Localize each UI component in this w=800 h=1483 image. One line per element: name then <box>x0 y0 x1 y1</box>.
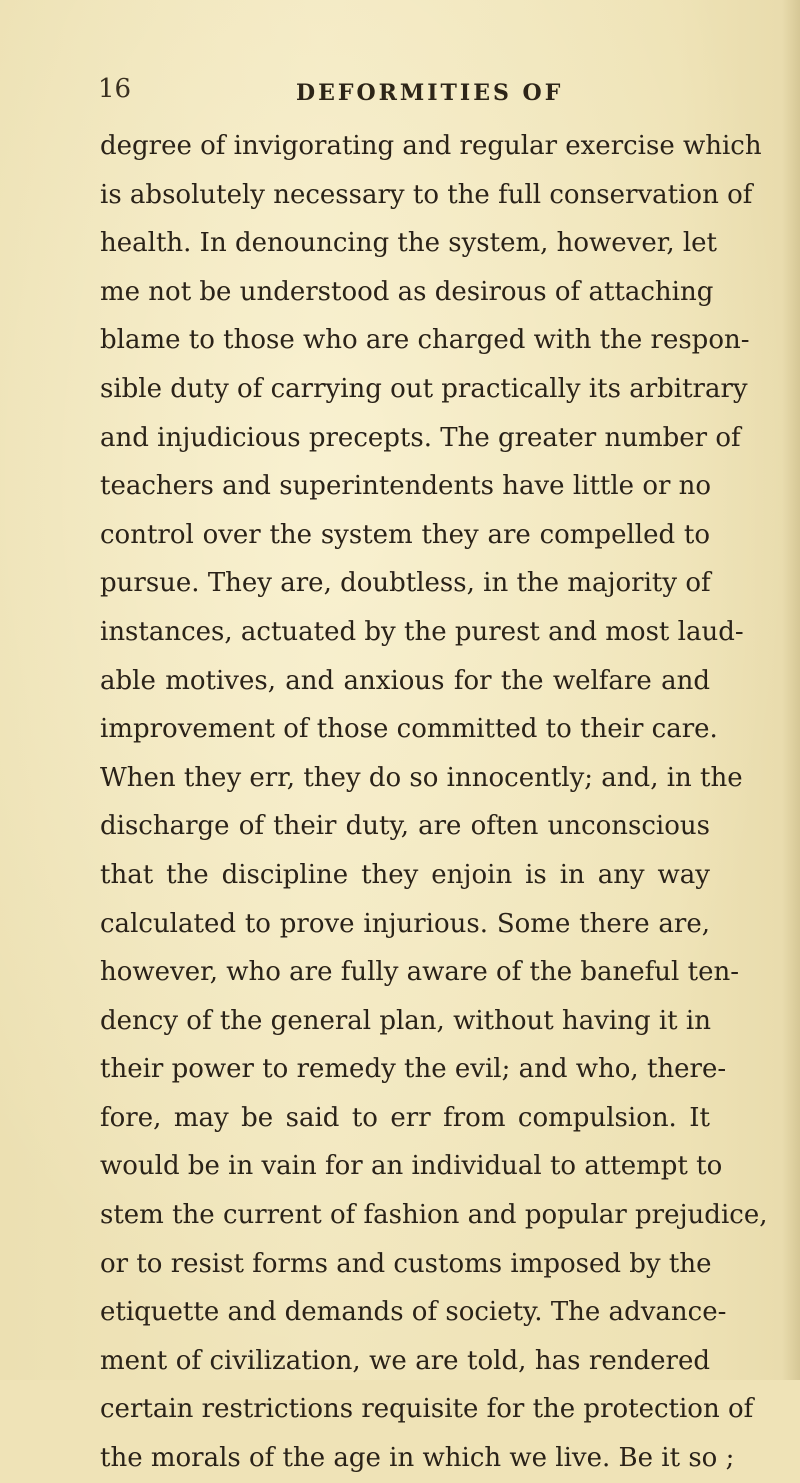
running-head-title: DEFORMITIES OF <box>296 80 564 106</box>
text-line: instances, actuated by the purest and most laud- <box>100 616 744 647</box>
text-line: ment of civilization, we are told, has rendered <box>100 1345 710 1376</box>
text-line: however, who are fully aware of the baneful ten- <box>100 957 739 988</box>
text-line: is absolutely necessary to the full conservation of <box>100 179 753 210</box>
text-line: sible duty of carrying out practically its arbitrary <box>100 373 748 404</box>
text-line: fore, may be said to err from compulsion. It <box>100 1102 710 1133</box>
text-line: me not be understood as desirous of attaching <box>100 276 714 307</box>
text-line: able motives, and anxious for the welfare and <box>100 665 710 696</box>
text-line: improvement of those committed to their care. <box>100 714 718 745</box>
text-line: calculated to prove injurious. Some there are, <box>100 908 710 939</box>
text-line: that the discipline they enjoin is in any way <box>100 859 710 890</box>
text-line: their power to remedy the evil; and who, there- <box>100 1054 727 1085</box>
text-line: stem the current of fashion and popular prejudice, <box>100 1200 768 1231</box>
text-line: etiquette and demands of society. The advance- <box>100 1297 727 1328</box>
text-line: dency of the general plan, without having it in <box>100 1005 711 1036</box>
body-text <box>100 122 768 1483</box>
text-line: When they err, they do so innocently; and, in the <box>100 762 743 793</box>
text-line: or to resist forms and customs imposed by the <box>100 1248 712 1279</box>
text-line: health. In denouncing the system, however, let <box>100 228 718 259</box>
text-line: would be in vain for an individual to attempt to <box>100 1151 723 1182</box>
text-line: discharge of their duty, are often unconscious <box>100 811 710 842</box>
text-line: blame to those who are charged with the respon- <box>100 325 750 356</box>
text-line: the morals of the age in which we live. Be it so ; <box>100 1443 735 1474</box>
text-line: degree of invigorating and regular exercise which <box>100 131 762 161</box>
text-line: pursue. They are, doubtless, in the majority of <box>100 568 711 599</box>
text-line: control over the system they are compelled to <box>100 519 710 550</box>
text-line: teachers and superintendents have little or no <box>100 471 712 502</box>
text-line: and injudicious precepts. The greater number of <box>100 422 741 453</box>
text-line: certain restrictions requisite for the protection of <box>100 1394 754 1425</box>
page-number: 16 <box>98 74 132 104</box>
page-edge-shadow <box>782 0 800 1380</box>
